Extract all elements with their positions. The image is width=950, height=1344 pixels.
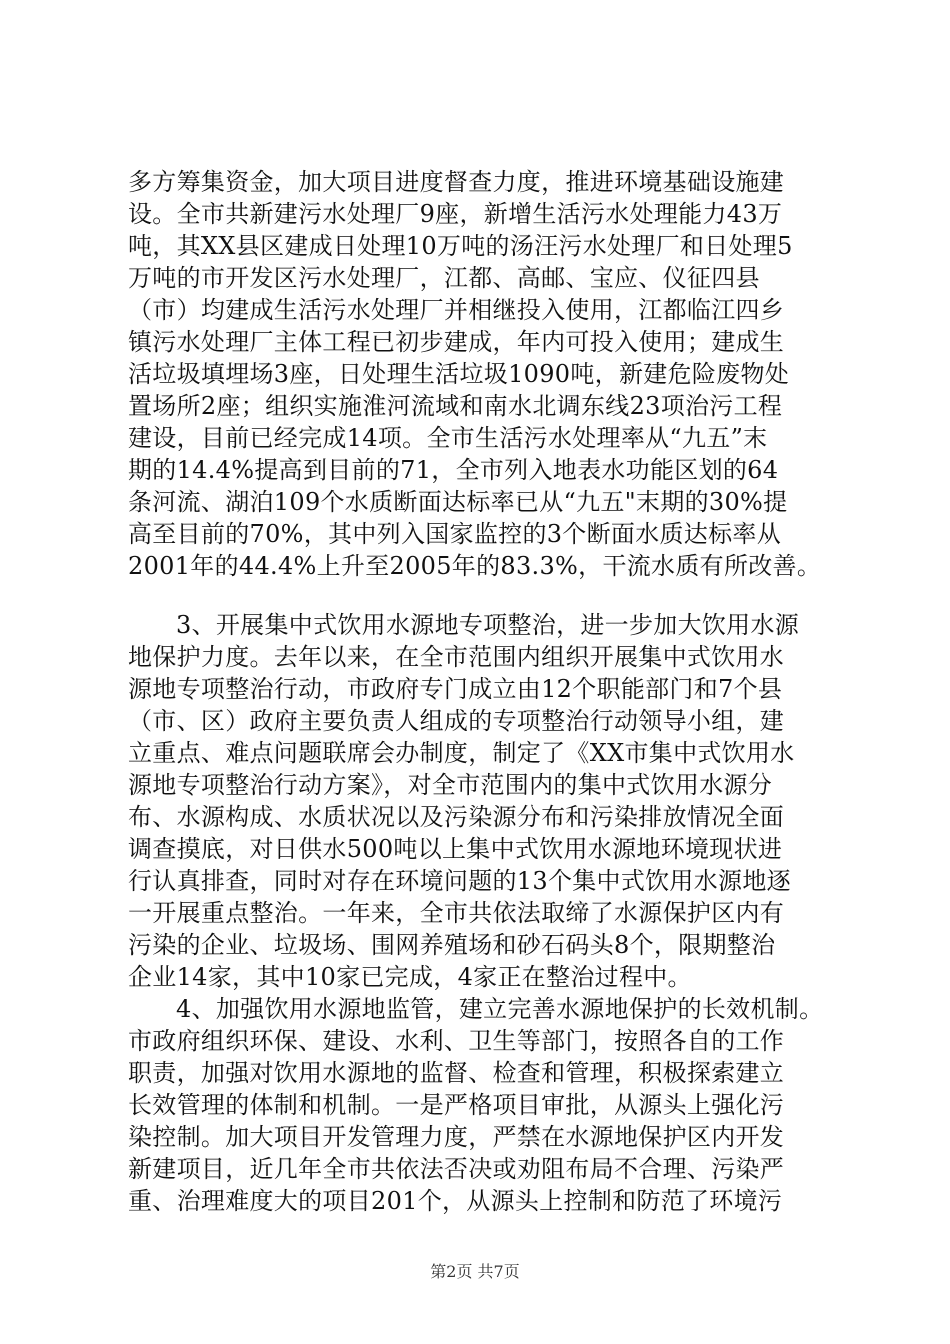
text-line: 重、治理难度大的项目201个，从源头上控制和防范了环境污 — [128, 1187, 783, 1215]
paragraphs-water-source-protection — [128, 609, 828, 1217]
text-line: 一开展重点整治。一年来，全市共依法取缔了水源保护区内有 — [128, 899, 785, 927]
text-line: 污染的企业、垃圾场、围网养殖场和砂石码头8个，限期整治 — [128, 931, 776, 959]
text-line: 2001年的44.4%上升至2005年的83.3%，干流水质有所改善。 — [128, 552, 822, 580]
text-line: 期的14.4%提高到目前的71，全市列入地表水功能区划的64 — [128, 456, 779, 484]
text-line: 4、加强饮用水源地监管，建立完善水源地保护的长效机制。 — [176, 995, 824, 1023]
page-number-footer: 第2页 共7页 — [430, 1262, 520, 1281]
text-line: 长效管理的体制和机制。一是严格项目审批，从源头上强化污 — [128, 1091, 785, 1119]
text-line: （市、区）政府主要负责人组成的专项整治行动领导小组，建 — [128, 707, 785, 735]
text-line: 镇污水处理厂主体工程已初步建成，年内可投入使用；建成生 — [128, 328, 785, 356]
text-line: 条河流、湖泊109个水质断面达标率已从“九五"末期的30%提 — [128, 488, 788, 516]
text-line: 万吨的市开发区污水处理厂，江都、高邮、宝应、仪征四县 — [128, 264, 760, 292]
paragraph-environment-infrastructure — [128, 166, 828, 582]
text-line: 活垃圾填埋场3座，日处理生活垃圾1090吨，新建危险废物处 — [128, 360, 790, 388]
text-line: 源地专项整治行动方案》，对全市范围内的集中式饮用水源分 — [128, 771, 773, 799]
text-line: 新建项目，近几年全市共依法否决或劝阻布局不合理、污染严 — [128, 1155, 785, 1183]
text-line: 3、开展集中式饮用水源地专项整治，进一步加大饮用水源 — [176, 611, 800, 639]
text-line: 高至目前的70%，其中列入国家监控的3个断面水质达标率从 — [128, 520, 782, 548]
text-line: 置场所2座；组织实施淮河流域和南水北调东线23项治污工程 — [128, 392, 783, 420]
text-line: 企业14家，其中10家已完成，4家正在整治过程中。 — [128, 963, 692, 991]
text-line: 地保护力度。去年以来，在全市范围内组织开展集中式饮用水 — [128, 643, 785, 671]
text-line: 行认真排查，同时对存在环境问题的13个集中式饮用水源地逐 — [128, 867, 791, 895]
text-line: 多方筹集资金，加大项目进度督查力度，推进环境基础设施建 — [128, 168, 785, 196]
text-line: 立重点、难点问题联席会办制度，制定了《XX市集中式饮用水 — [128, 739, 795, 767]
text-line: 调查摸底，对日供水500吨以上集中式饮用水源地环境现状进 — [128, 835, 783, 863]
text-line: 布、水源构成、水质状况以及污染源分布和污染排放情况全面 — [128, 803, 785, 831]
text-line: 染控制。加大项目开发管理力度，严禁在水源地保护区内开发 — [128, 1123, 785, 1151]
text-line: 市政府组织环保、建设、水利、卫生等部门，按照各自的工作 — [128, 1027, 785, 1055]
text-line: 设。全市共新建污水处理厂9座，新增生活污水处理能力43万 — [128, 200, 783, 228]
text-line: 吨，其XX县区建成日处理10万吨的汤汪污水处理厂和日处理5 — [128, 232, 793, 260]
text-line: 建设，目前已经完成14项。全市生活污水处理率从“九五”末 — [128, 424, 768, 452]
text-line: 源地专项整治行动，市政府专门成立由12个职能部门和7个县 — [128, 675, 783, 703]
text-line: （市）均建成生活污水处理厂并相继投入使用，江都临江四乡 — [128, 296, 785, 324]
text-line: 职责，加强对饮用水源地的监督、检查和管理，积极探索建立 — [128, 1059, 785, 1087]
